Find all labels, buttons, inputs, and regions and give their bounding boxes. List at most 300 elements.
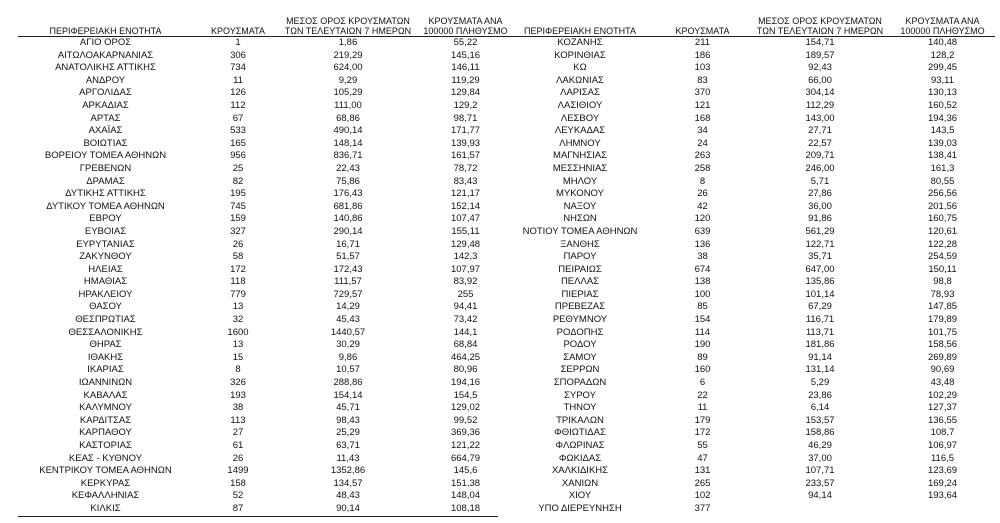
- per-100k-cell: 148,04: [450, 490, 481, 502]
- table-row: [18, 176, 518, 189]
- region-cell: ΘΗΡΑΣ: [89, 339, 122, 351]
- cases-cell: 32: [232, 314, 244, 326]
- header-cases: ΚΡΟΥΣΜΑΤΑ: [193, 0, 283, 37]
- per-100k-cell: 107,47: [450, 213, 481, 225]
- avg-7-days-cell: 112,29: [805, 99, 835, 111]
- per-100k-cell: [890, 503, 995, 516]
- region-cell: ΗΡΑΚΛΕΙΟΥ: [78, 288, 133, 300]
- per-100k-cell: 78,93: [930, 288, 955, 300]
- header-per-100k: ΚΡΟΥΣΜΑΤΑ ΑΝΑ 100000 ΠΛΗΘΥΣΜΟ: [413, 0, 518, 37]
- table-row: [18, 226, 518, 239]
- per-100k-cell: 144,1: [453, 326, 478, 338]
- cases-cell: 326: [230, 377, 246, 389]
- cases-cell: 306: [230, 49, 246, 61]
- region-cell: ΗΜΑΘΙΑΣ: [83, 276, 128, 288]
- table-row: [18, 87, 518, 100]
- per-100k-cell: 169,24: [927, 477, 958, 489]
- cases-cell: 15: [232, 351, 244, 363]
- region-cell: ΣΑΜΟΥ: [563, 351, 597, 363]
- avg-7-days-cell: 63,71: [336, 440, 360, 451]
- cases-cell: 103: [694, 62, 711, 74]
- region-cell: ΝΟΤΙΟΥ ΤΟΜΕΑ ΑΘΗΝΩΝ: [522, 225, 638, 237]
- per-100k-cell: 119,29: [451, 74, 480, 86]
- avg-7-days-cell: 36,00: [808, 200, 832, 212]
- region-cell: ΚΑΡΠΑΘΟΥ: [79, 427, 132, 439]
- cases-cell: 87: [232, 502, 244, 514]
- table-row: [18, 440, 518, 453]
- table-row: [505, 465, 995, 478]
- table-row: [18, 37, 518, 50]
- avg-7-days-cell: 45,71: [336, 402, 360, 414]
- table-row: [505, 301, 995, 314]
- region-cell: ΦΩΚΙΔΑΣ: [558, 452, 602, 464]
- cases-cell: 1: [235, 37, 241, 48]
- region-cell: ΘΑΣΟΥ: [89, 301, 122, 313]
- per-100k-cell: 122,28: [927, 238, 958, 250]
- cases-cell: 195: [230, 188, 246, 200]
- table-row: [505, 50, 995, 63]
- cases-cell: 211: [694, 37, 711, 48]
- region-cell: ΠΡΕΒΕΖΑΣ: [554, 301, 606, 313]
- region-cell: ΕΥΒΟΙΑΣ: [84, 225, 127, 237]
- avg-7-days-cell: 22,57: [808, 137, 832, 149]
- per-100k-cell: 78,72: [453, 162, 478, 174]
- avg-7-days-cell: 135,86: [805, 276, 835, 288]
- avg-7-days-cell: 46,29: [808, 440, 832, 451]
- cases-cell: 674: [694, 263, 711, 275]
- region-cell: ΙΩΑΝΝΙΝΩΝ: [78, 377, 133, 389]
- cases-cell: 160: [694, 364, 711, 376]
- table-row: [505, 37, 995, 50]
- per-100k-cell: 150,11: [928, 263, 957, 275]
- header-avg-7-days: ΜΕΣΟΣ ΟΡΟΣ ΚΡΟΥΣΜΑΤΩΝ ΤΩΝ ΤΕΛΕΥΤΑΙΩΝ 7 ΗΜΕΡΩΝ: [283, 0, 413, 37]
- table-row: [18, 100, 518, 113]
- region-cell: ΧΙΟΥ: [568, 490, 592, 502]
- avg-7-days-cell: 113,71: [805, 326, 835, 338]
- table-row: [505, 138, 995, 151]
- cases-cell: 179: [694, 414, 711, 426]
- table-row: [18, 490, 518, 503]
- per-100k-cell: 93,11: [930, 74, 955, 86]
- per-100k-cell: 94,41: [453, 301, 478, 313]
- cases-cell: 136: [694, 238, 711, 250]
- per-100k-cell: 171,77: [450, 125, 481, 137]
- avg-7-days-cell: 176,43: [333, 188, 363, 200]
- table-row: [18, 478, 518, 491]
- avg-7-days-cell: 30,29: [336, 339, 360, 351]
- per-100k-cell: 255: [457, 288, 474, 300]
- cases-cell: 159: [230, 213, 246, 225]
- per-100k-cell: 160,52: [927, 99, 958, 111]
- region-cell: ΛΑΣΙΘΙΟΥ: [557, 99, 603, 111]
- table-row: [505, 150, 995, 163]
- table-row: [18, 352, 518, 365]
- region-cell: ΔΥΤΙΚΗΣ ΑΤΤΙΚΗΣ: [65, 188, 146, 200]
- region-cell: ΠΑΡΟΥ: [563, 251, 597, 263]
- cases-cell: 67: [232, 112, 244, 124]
- table-row: [18, 163, 518, 176]
- region-cell: ΓΡΕΒΕΝΩΝ: [79, 162, 132, 174]
- avg-7-days-cell: 37,00: [808, 452, 832, 464]
- avg-7-days-cell: 189,57: [805, 49, 835, 61]
- per-100k-cell: 106,97: [927, 440, 958, 451]
- table-row: [18, 427, 518, 440]
- header-per-100k: ΚΡΟΥΣΜΑΤΑ ΑΝΑ 100000 ΠΛΗΘΥΣΜΟ: [890, 0, 995, 37]
- table-row: [18, 251, 518, 264]
- cases-cell: 83: [697, 74, 708, 86]
- avg-7-days-cell: 75,86: [336, 175, 360, 187]
- region-cell: ΒΟΙΩΤΙΑΣ: [83, 137, 128, 149]
- cases-cell: 47: [697, 452, 708, 464]
- region-cell: ΑΡΓΟΛΙΔΑΣ: [79, 87, 132, 99]
- avg-7-days-cell: 111,00: [334, 99, 362, 111]
- table-row: [505, 402, 995, 415]
- per-100k-cell: 108,18: [450, 502, 481, 514]
- avg-7-days-cell: 101,14: [805, 288, 835, 300]
- table-row: [505, 390, 995, 403]
- avg-7-days-cell: 27,71: [808, 125, 832, 137]
- avg-7-days-cell: 68,86: [336, 112, 360, 124]
- per-100k-cell: 136,55: [927, 414, 958, 426]
- cases-cell: 779: [230, 288, 246, 300]
- table-row: [505, 427, 995, 440]
- cases-cell: 745: [230, 200, 246, 212]
- table-row: [18, 75, 518, 88]
- cases-cell: 25: [232, 162, 244, 174]
- cases-cell: 168: [694, 112, 711, 124]
- per-100k-cell: 128,2: [930, 49, 955, 61]
- cases-cell: 186: [694, 49, 711, 61]
- per-100k-cell: 83,92: [453, 276, 478, 288]
- avg-7-days-cell: 23,86: [808, 389, 832, 401]
- cases-cell: 126: [230, 87, 246, 99]
- per-100k-cell: 140,48: [927, 37, 958, 48]
- cases-cell: 639: [694, 225, 711, 237]
- per-100k-cell: 80,96: [453, 364, 478, 376]
- region-cell: ΜΗΛΟΥ: [562, 175, 598, 187]
- per-100k-cell: 151,38: [450, 477, 481, 489]
- cases-cell: 100: [694, 288, 711, 300]
- per-100k-cell: 129,84: [450, 87, 481, 99]
- cases-cell: 13: [232, 301, 244, 313]
- table-row: [18, 201, 518, 214]
- region-cell: ΞΑΝΘΗΣ: [560, 238, 600, 250]
- avg-7-days-cell: 1440,57: [330, 326, 366, 338]
- table-row: [505, 163, 995, 176]
- region-cell: ΚΑΒΑΛΑΣ: [83, 389, 128, 401]
- table-header-row: [18, 0, 518, 37]
- per-100k-cell: 254,59: [927, 251, 958, 263]
- table-row: [18, 289, 518, 302]
- region-cell: ΗΛΕΙΑΣ: [88, 263, 123, 275]
- region-cell: ΧΑΛΚΙΔΙΚΗΣ: [551, 465, 609, 477]
- table-row: [18, 364, 518, 377]
- cases-cell: 120: [694, 213, 711, 225]
- avg-7-days-cell: 209,71: [805, 150, 835, 162]
- region-cell: ΑΡΚΑΔΙΑΣ: [82, 99, 129, 111]
- table-row: [505, 352, 995, 365]
- per-100k-cell: 194,16: [450, 377, 481, 389]
- avg-7-days-cell: 9,29: [338, 74, 358, 86]
- per-100k-cell: 43,48: [930, 377, 955, 389]
- avg-7-days-cell: 561,29: [805, 225, 835, 237]
- cases-cell: 42: [697, 200, 708, 212]
- cases-cell: 8: [235, 364, 241, 376]
- table-row: [505, 364, 995, 377]
- avg-7-days-cell: 154,14: [333, 389, 363, 401]
- region-cell: ΘΕΣΣΑΛΟΝΙΚΗΣ: [68, 326, 143, 338]
- per-100k-cell: 161,3: [930, 162, 955, 174]
- cases-table-left: [18, 0, 518, 516]
- table-row: [18, 377, 518, 390]
- cases-cell: 26: [697, 188, 708, 200]
- table-row: [18, 415, 518, 428]
- per-100k-cell: 146,11: [451, 62, 480, 74]
- region-cell: ΙΘΑΚΗΣ: [87, 351, 124, 363]
- avg-7-days-cell: 111,57: [334, 276, 362, 288]
- avg-7-days-cell: 94,14: [808, 490, 832, 502]
- avg-7-days-cell: 10,57: [336, 364, 360, 376]
- avg-7-days-cell: 490,14: [333, 125, 363, 137]
- per-100k-cell: 256,56: [927, 188, 958, 200]
- per-100k-cell: 138,41: [927, 150, 958, 162]
- cases-cell: 11: [697, 402, 708, 414]
- region-cell: ΑΧΑΪΑΣ: [88, 125, 123, 137]
- avg-7-days-cell: 116,71: [805, 314, 835, 326]
- avg-7-days-cell: [750, 503, 890, 516]
- avg-7-days-cell: 45,43: [336, 314, 360, 326]
- cases-cell: 1499: [227, 465, 249, 477]
- table-header-row: [505, 0, 995, 37]
- region-cell: ΘΕΣΠΡΩΤΙΑΣ: [75, 314, 136, 326]
- region-cell: ΤΗΝΟΥ: [563, 402, 597, 414]
- header-avg-7-days: ΜΕΣΟΣ ΟΡΟΣ ΚΡΟΥΣΜΑΤΩΝ ΤΩΝ ΤΕΛΕΥΤΑΙΩΝ 7 ΗΜΕΡΩΝ: [750, 0, 890, 37]
- per-100k-cell: 161,57: [450, 150, 481, 162]
- avg-7-days-cell: 122,71: [805, 238, 835, 250]
- cases-cell: 533: [230, 125, 246, 137]
- region-cell: ΚΑΡΔΙΤΣΑΣ: [79, 414, 132, 426]
- per-100k-cell: 99,52: [453, 414, 478, 426]
- region-cell: ΑΓΙΟ ΟΡΟΣ: [79, 37, 132, 48]
- per-100k-cell: 102,29: [927, 389, 958, 401]
- table-row: [18, 390, 518, 403]
- region-cell: ΥΠΟ ΔΙΕΡΕΥΝΗΣΗ: [538, 502, 622, 514]
- avg-7-days-cell: 90,14: [336, 502, 360, 514]
- cases-table-right: [505, 0, 995, 516]
- region-cell: ΙΚΑΡΙΑΣ: [87, 364, 124, 376]
- cases-cell: 734: [230, 62, 246, 74]
- cases-cell: 138: [694, 276, 711, 288]
- region-cell: ΜΕΣΣΗΝΙΑΣ: [552, 162, 608, 174]
- table-row: [18, 301, 518, 314]
- cases-cell: 193: [230, 389, 246, 401]
- per-100k-cell: 121,17: [450, 188, 481, 200]
- table-row: [18, 125, 518, 138]
- per-100k-cell: 129,48: [450, 238, 481, 250]
- cases-cell: 265: [694, 477, 711, 489]
- region-cell: ΦΛΩΡΙΝΑΣ: [555, 440, 605, 451]
- region-cell: ΦΘΙΩΤΙΔΑΣ: [554, 427, 606, 439]
- cases-cell: 118: [230, 276, 246, 288]
- avg-7-days-cell: 5,71: [810, 175, 830, 187]
- header-region: ΠΕΡΙΦΕΡΕΙΑΚΗ ΕΝΟΤΗΤΑ: [505, 0, 655, 37]
- cases-cell: 38: [697, 251, 708, 263]
- cases-cell: 112: [230, 99, 246, 111]
- header-cases: ΚΡΟΥΣΜΑΤΑ: [655, 0, 750, 37]
- cases-cell: 102: [694, 490, 711, 502]
- table-row: [18, 465, 518, 478]
- avg-7-days-cell: 48,43: [336, 490, 360, 502]
- region-cell: ΔΥΤΙΚΟΥ ΤΟΜΕΑ ΑΘΗΝΩΝ: [46, 200, 165, 212]
- cases-cell: 131: [694, 465, 711, 477]
- region-cell: ΚΑΣΤΟΡΙΑΣ: [79, 440, 132, 451]
- cases-cell: 82: [232, 175, 244, 187]
- region-cell: ΛΕΣΒΟΥ: [560, 112, 600, 124]
- table-row: [18, 150, 518, 163]
- cases-cell: 114: [694, 326, 711, 338]
- cases-cell: 34: [697, 125, 708, 137]
- avg-7-days-cell: 1352,86: [330, 465, 366, 477]
- avg-7-days-cell: 153,57: [805, 414, 835, 426]
- region-cell: ΕΥΡΥΤΑΝΙΑΣ: [76, 238, 135, 250]
- avg-7-days-cell: 91,14: [808, 351, 832, 363]
- per-100k-cell: 464,25: [450, 351, 481, 363]
- region-cell: ΣΠΟΡΑΔΩΝ: [553, 377, 607, 389]
- region-cell: ΚΩ: [573, 62, 587, 74]
- table-row: [18, 276, 518, 289]
- table-row: [18, 453, 518, 466]
- per-100k-cell: 73,42: [453, 314, 478, 326]
- table-row: [505, 113, 995, 126]
- region-cell: ΚΕΝΤΡΙΚΟΥ ΤΟΜΕΑ ΑΘΗΝΩΝ: [39, 465, 172, 477]
- table-row: [505, 176, 995, 189]
- region-cell: ΛΑΡΙΣΑΣ: [560, 87, 600, 99]
- avg-7-days-cell: 148,14: [333, 137, 363, 149]
- per-100k-cell: 116,5: [930, 452, 955, 464]
- table-body-left: [18, 37, 518, 516]
- cases-cell: 26: [232, 238, 244, 250]
- per-100k-cell: 145,16: [450, 49, 481, 61]
- per-100k-cell: 143,5: [930, 125, 955, 137]
- table-row: [18, 264, 518, 277]
- avg-7-days-cell: 219,29: [333, 49, 363, 61]
- cases-cell: 55: [697, 440, 708, 451]
- region-cell: ΒΟΡΕΙΟΥ ΤΟΜΕΑ ΑΘΗΝΩΝ: [44, 150, 167, 162]
- per-100k-cell: 154,5: [453, 389, 478, 401]
- cases-cell: 377: [694, 502, 711, 514]
- region-cell: ΛΕΥΚΑΔΑΣ: [554, 125, 606, 137]
- per-100k-cell: 83,43: [453, 175, 478, 187]
- table-row: [505, 490, 995, 503]
- per-100k-cell: 142,3: [453, 251, 478, 263]
- cases-cell: 89: [697, 351, 708, 363]
- avg-7-days-cell: 1,86: [338, 37, 358, 48]
- cases-cell: 172: [230, 263, 246, 275]
- region-cell: ΑΡΤΑΣ: [90, 112, 121, 124]
- per-100k-cell: 664,79: [450, 452, 481, 464]
- avg-7-days-cell: 154,71: [805, 37, 835, 48]
- cases-cell: 27: [232, 427, 244, 439]
- table-row: [505, 75, 995, 88]
- cases-cell: 26: [232, 452, 244, 464]
- table-body-right: [505, 37, 995, 516]
- avg-7-days-cell: 233,57: [805, 477, 835, 489]
- table-row: [505, 327, 995, 340]
- region-cell: ΣΕΡΡΩΝ: [560, 364, 600, 376]
- region-cell: ΠΙΕΡΙΑΣ: [561, 288, 599, 300]
- avg-7-days-cell: 9,86: [338, 351, 358, 363]
- table-row: [505, 478, 995, 491]
- avg-7-days-cell: 836,71: [333, 150, 363, 162]
- header-region: ΠΕΡΙΦΕΡΕΙΑΚΗ ΕΝΟΤΗΤΑ: [18, 0, 193, 37]
- per-100k-cell: 55,22: [453, 37, 478, 48]
- per-100k-cell: 147,85: [927, 301, 958, 313]
- per-100k-cell: 127,37: [927, 402, 958, 414]
- avg-7-days-cell: 624,00: [333, 62, 363, 74]
- per-100k-cell: 139,03: [927, 137, 958, 149]
- table-row: [505, 453, 995, 466]
- cases-cell: 158: [230, 477, 246, 489]
- table-row: [505, 213, 995, 226]
- per-100k-cell: 98,71: [453, 112, 478, 124]
- region-cell: ΝΗΣΩΝ: [563, 213, 597, 225]
- avg-7-days-cell: 91,86: [808, 213, 832, 225]
- table-row: [18, 188, 518, 201]
- per-100k-cell: 155,11: [451, 225, 480, 237]
- table-row: [505, 100, 995, 113]
- per-100k-cell: 121,22: [450, 440, 481, 451]
- table-row: [505, 377, 995, 390]
- per-100k-cell: 98,8: [933, 276, 952, 288]
- avg-7-days-cell: 14,29: [336, 301, 360, 313]
- per-100k-cell: 145,6: [453, 465, 478, 477]
- table-row: [18, 213, 518, 226]
- avg-7-days-cell: 66,00: [808, 74, 832, 86]
- avg-7-days-cell: 131,14: [805, 364, 835, 376]
- table-row: [18, 314, 518, 327]
- avg-7-days-cell: 16,71: [336, 238, 360, 250]
- per-100k-cell: 120,61: [927, 225, 958, 237]
- cases-cell: 113: [230, 414, 246, 426]
- per-100k-cell: 90,69: [930, 364, 955, 376]
- cases-cell: 6: [699, 377, 706, 389]
- table-bottom-rule: [18, 516, 498, 517]
- table-row: [505, 239, 995, 252]
- table-row: [505, 87, 995, 100]
- region-cell: ΔΡΑΜΑΣ: [86, 175, 125, 187]
- region-cell: ΡΟΔΟΥ: [563, 339, 597, 351]
- region-cell: ΛΗΜΝΟΥ: [559, 137, 601, 149]
- region-cell: ΑΙΤΩΛΟΑΚΑΡΝΑΝΙΑΣ: [57, 49, 154, 61]
- cases-cell: 85: [697, 301, 708, 313]
- per-100k-cell: 108,7: [930, 427, 955, 439]
- per-100k-cell: 152,14: [450, 200, 481, 212]
- region-cell: ΝΑΞΟΥ: [563, 200, 597, 212]
- cases-cell: 190: [694, 339, 711, 351]
- table-row: [18, 402, 518, 415]
- avg-7-days-cell: 25,29: [336, 427, 360, 439]
- cases-cell: 8: [699, 175, 706, 187]
- per-100k-cell: 201,56: [927, 200, 958, 212]
- avg-7-days-cell: 22,43: [336, 162, 360, 174]
- per-100k-cell: 129,2: [453, 99, 478, 111]
- table-row: [18, 113, 518, 126]
- per-100k-cell: 160,75: [927, 213, 958, 225]
- per-100k-cell: 269,89: [927, 351, 958, 363]
- per-100k-cell: 158,56: [927, 339, 958, 351]
- region-cell: ΚΕΡΚΥΡΑΣ: [80, 477, 131, 489]
- table-row: [18, 50, 518, 63]
